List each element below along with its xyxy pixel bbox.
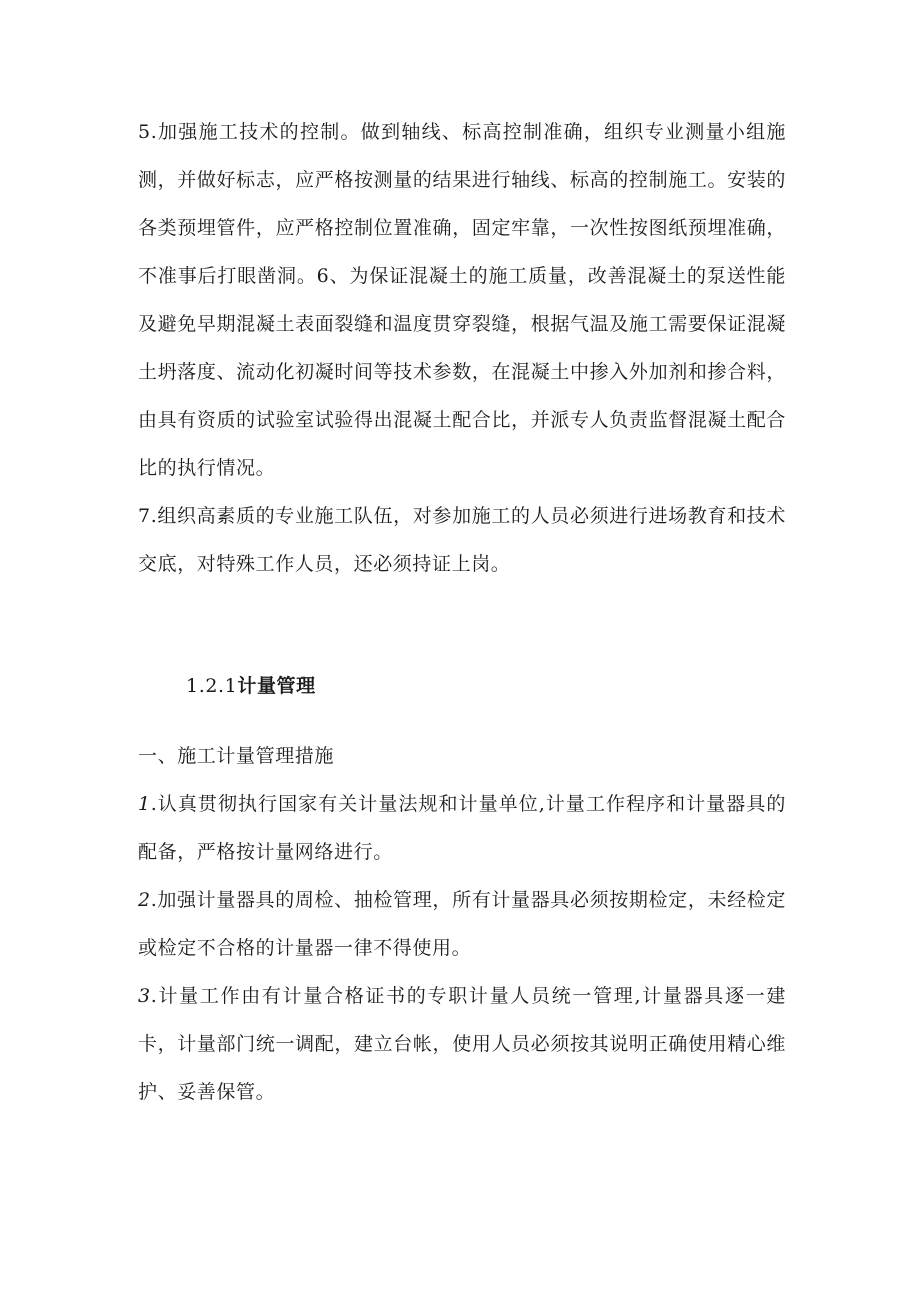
measure-item-number: 3	[138, 985, 151, 1007]
measure-item-text: .加强计量器具的周检、抽检管理，所有计量器具必须按期检定，未经检定或检定不合格的计量器一律不得使用。	[138, 889, 786, 959]
measure-item	[138, 972, 786, 1116]
measure-item	[138, 876, 786, 972]
measure-item	[138, 780, 786, 876]
paragraph-construction-team: 7.组织高素质的专业施工队伍，对参加施工的人员必须进行进场教育和技术交底，对特殊工作人员，还必须持证上岗。	[138, 505, 786, 575]
section-number: 1.2.1	[186, 675, 238, 697]
measure-item-number: 1	[138, 793, 151, 815]
measure-item-text: .认真贯彻执行国家有关计量法规和计量单位,计量工作程序和计量器具的配备，严格按计量网络进行。	[138, 793, 786, 863]
section-heading	[186, 666, 316, 706]
measure-item-text: .计量工作由有计量合格证书的专职计量人员统一管理,计量器具逐一建卡，计量部门统一调配，建立台帐，使用人员必须按其说明正确使用精心维护、妥善保管。	[138, 985, 786, 1103]
section-title: 计量管理	[237, 675, 316, 697]
measures-heading: 一、施工计量管理措施	[138, 745, 335, 767]
measure-item-number: 2	[138, 889, 151, 911]
paragraph-construction-control: 5.加强施工技术的控制。做到轴线、标高控制准确，组织专业测量小组施测，并做好标志，应严格按测量的结果进行轴线、标高的控制施工。安装的各类预埋管件，应严格控制位置准确，固定牢靠，一次性按图纸预埋准确，不准事后打眼凿洞。6、为保证混凝土的施工质量，改善混凝土的泵送性能及避免早期混凝土表面裂缝和温度贯穿裂缝，根据气温及施工需要保证混凝土坍落度、流动化初凝时间等技术参数，在混凝土中掺入外加剂和掺合料，由具有资质的试验室试验得出混凝土配合比，并派专人负责监督混凝土配合比的执行情况。	[138, 121, 786, 479]
